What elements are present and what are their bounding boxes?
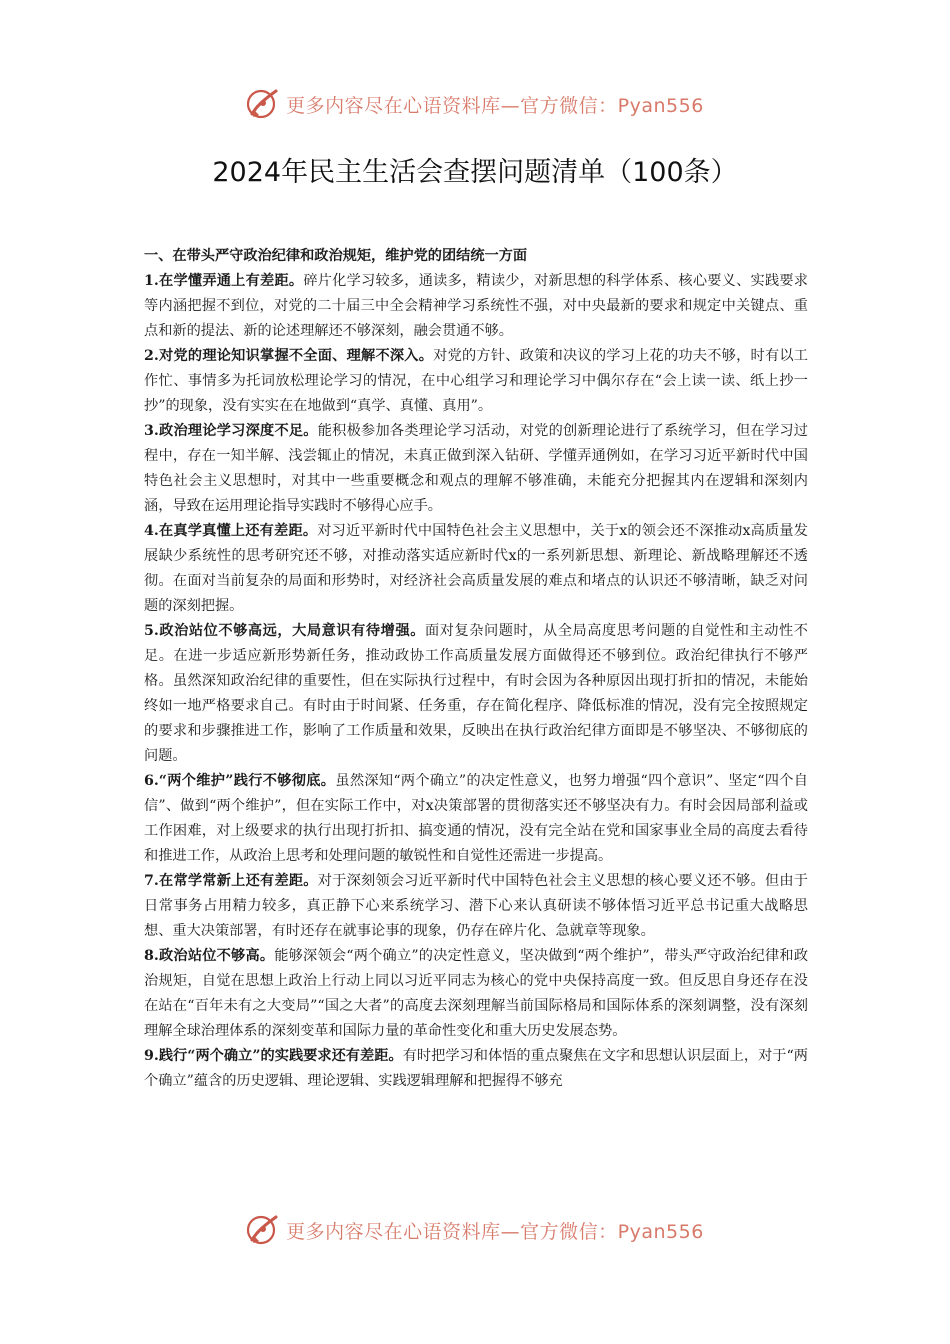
issue-item-heading: 2.对党的理论知识掌握不全面、理解不深入。 [144, 348, 434, 364]
issue-item-heading: 5.政治站位不够高远，大局意识有待增强。 [144, 623, 425, 639]
issue-item [144, 519, 808, 619]
issue-item [144, 769, 808, 869]
header-watermark-banner [0, 82, 950, 126]
brush-logo-icon [246, 87, 280, 121]
issue-item [144, 869, 808, 944]
document-title: 2024年民主生活会查摆问题清单（100条） [212, 157, 738, 188]
banner-text: 更多内容尽在心语资料库—官方微信：Pyan556 [286, 94, 704, 117]
issue-item-heading: 3.政治理论学习深度不足。 [144, 423, 318, 439]
issue-item [144, 944, 808, 1044]
issue-item-heading: 4.在真学真懂上还有差距。 [144, 523, 318, 539]
issue-item-text: 碎片化学习较多，通读多，精读少，对新思想的科学体系、核心要义、实践要求等内涵把握不到位，对党的二十届三中全会精神学习系统性不强，对中央最新的要求和规定中关键点、重点和新的提法、新的论述理解还不够深刻，融会贯通不够。 [144, 273, 808, 339]
issue-item-text: 有时把学习和体悟的重点聚焦在文字和思想认识层面上，对于“两个确立”蕴含的历史逻辑、理论逻辑、实践逻辑理解和把握得不够充 [144, 1048, 808, 1089]
issue-item [144, 1044, 808, 1094]
section-heading: 一、在带头严守政治纪律和政治规矩，维护党的团结统一方面 [144, 248, 528, 264]
issue-item-heading: 9.践行“两个确立”的实践要求还有差距。 [144, 1048, 403, 1064]
banner-text: 更多内容尽在心语资料库—官方微信：Pyan556 [286, 1220, 704, 1243]
issue-list [144, 269, 808, 1094]
issue-item-heading: 8.政治站位不够高。 [144, 948, 275, 964]
issue-item-heading: 1.在学懂弄通上有差距。 [144, 273, 304, 289]
issue-item-text: 面对复杂问题时，从全局高度思考问题的自觉性和主动性不足。在进一步适应新形势新任务，推动政协工作高质量发展方面做得还不够到位。政治纪律执行不够严格。虽然深知政治纪律的重要性，但在实际执行过程中，有时会因为各种原因出现打折扣的情况，未能始终如一地严格要求自己。有时由于时间紧、任务重，存在简化程序、降低标准的情况，没有完全按照规定的要求和步骤推进工作，影响了工作质量和效果，反映出在执行政治纪律方面即是不够坚决、不够彻底的问题。 [144, 623, 808, 764]
issue-item-text: 能够深领会“两个确立”的决定性意义，坚决做到“两个维护”，带头严守政治纪律和政治规矩，自觉在思想上政治上行动上同以习近平同志为核心的党中央保持高度一致。但反思自身还存在没在站在“百年未有之大变局”“国之大者”的高度去深刻理解当前国际格局和国际体系的深刻调整，没有深刻理解全球治理体系的深刻变革和国际力量的革命性变化和重大历史发展态势。 [144, 948, 809, 1039]
issue-item-text: 对党的方针、政策和决议的学习上花的功夫不够，时有以工作忙、事情多为托词放松理论学习的情况，在中心组学习和理论学习中偶尔存在“会上读一读、纸上抄一抄”的现象，没有实实在在地做到“真学、真懂、真用”。 [144, 348, 808, 414]
issue-item-text: 能积极参加各类理论学习活动，对党的创新理论进行了系统学习，但在学习过程中，存在一知半解、浅尝辄止的情况，未真正做到深入钻研、学懂弄通例如，在学习习近平新时代中国特色社会主义思想时，对其中一些重要概念和观点的理解不够准确，未能充分把握其内在逻辑和深刻内涵，导致在运用理论指导实践时不够得心应手。 [144, 423, 808, 514]
footer-watermark-banner [0, 1208, 950, 1252]
issue-item-heading: 7.在常学常新上还有差距。 [144, 873, 318, 889]
issue-item-text: 虽然深知“两个确立”的决定性意义，也努力增强“四个意识”、坚定“四个自信”、做到“两个维护”，但在实际工作中，对x决策部署的贯彻落实还不够坚决有力。有时会因局部利益或工作困难，对上级要求的执行出现打折扣、搞变通的情况，没有完全站在党和国家事业全局的高度去看待和推进工作，从政治上思考和处理问题的敏锐性和自觉性还需进一步提高。 [144, 773, 808, 864]
issue-item-text: 对习近平新时代中国特色社会主义思想中，关于x的领会还不深推动x高质量发展缺少系统性的思考研究还不够，对推动落实适应新时代x的一系列新思想、新理论、新战略理解还不透彻。在面对当前复杂的局面和形势时，对经济社会高质量发展的难点和堵点的认识还不够清晰，缺乏对问题的深刻把握。 [144, 523, 808, 614]
brush-logo-icon [246, 1213, 280, 1247]
issue-item [144, 419, 808, 519]
issue-item-text: 对于深刻领会习近平新时代中国特色社会主义思想的核心要义还不够。但由于日常事务占用精力较多，真正静下心来系统学习、潜下心来认真研读不够体悟习近平总书记重大战略思想、重大决策部署，有时还存在就事论事的现象，仍存在碎片化、急就章等现象。 [144, 873, 808, 939]
issue-item-heading: 6.“两个维护”践行不够彻底。 [144, 773, 336, 789]
issue-item [144, 269, 808, 344]
issue-item [144, 344, 808, 419]
document-body [144, 244, 808, 1094]
issue-item [144, 619, 808, 769]
